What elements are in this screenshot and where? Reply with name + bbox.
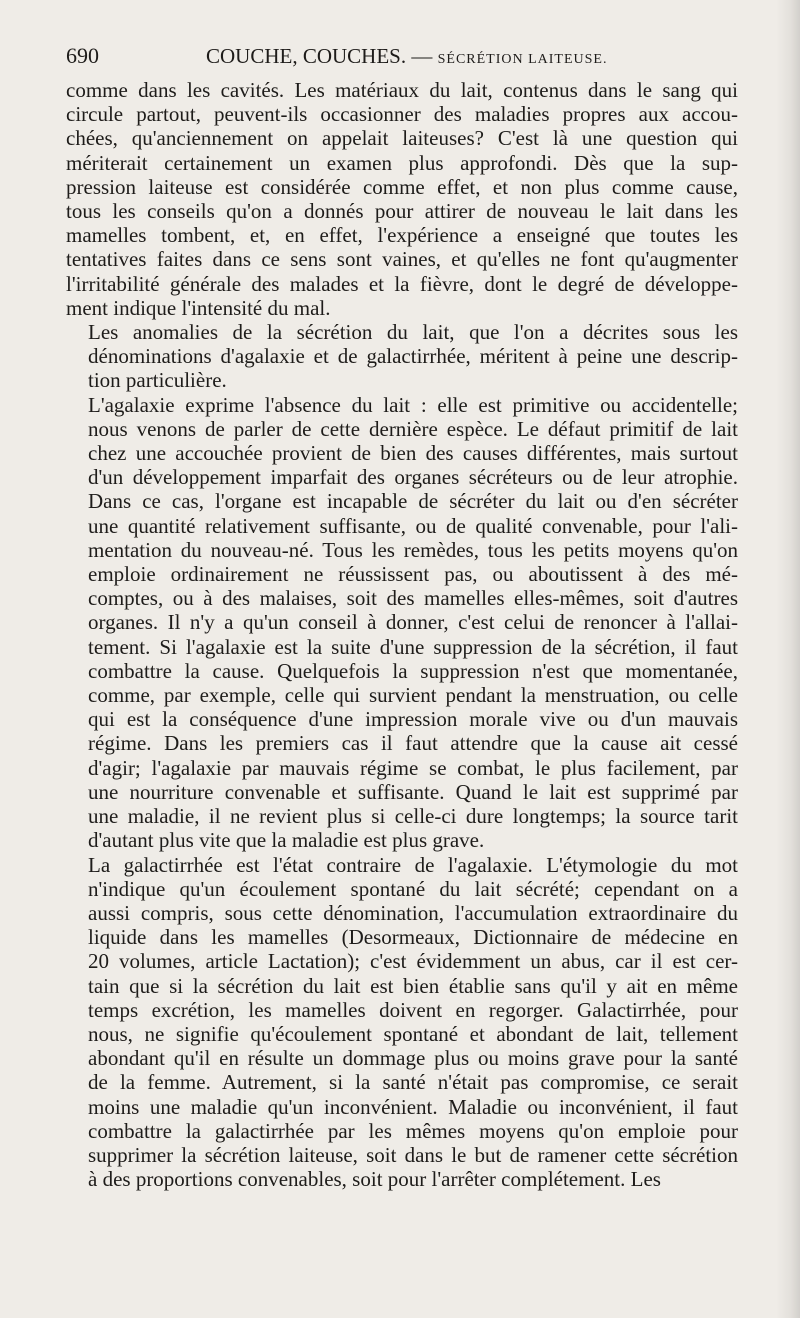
text-line: aussi compris, sous cette dénomination, l'accumulation extraordinaire du (88, 900, 738, 925)
text-line: Les anomalies de la sécrétion du lait, que l'on a décrites sous les (88, 320, 738, 345)
text-line: comme, par exemple, celle qui survient pendant la menstruation, ou celle (88, 683, 738, 708)
text-line: moins une maladie qu'un inconvénient. Maladie ou inconvénient, il faut (88, 1094, 738, 1119)
text-line: de la femme. Autrement, si la santé n'était pas compromise, ce serait (88, 1070, 738, 1095)
text-line: ment indique l'intensité du mal. (66, 295, 331, 320)
text-line: organes. Il n'y a qu'un conseil à donner, c'est celui de renoncer à l'allai- (88, 610, 738, 635)
text-line: combattre la galactirrhée par les mêmes moyens qu'on emploie pour (88, 1118, 738, 1143)
text-line: tous les conseils qu'on a donnés pour attirer de nouveau le lait dans les (66, 199, 738, 224)
page-number: 690 (66, 43, 99, 68)
text-line: comptes, ou à des malaises, soit des mamelles elles-mêmes, soit d'autres (88, 586, 738, 611)
text-line: régime. Dans les premiers cas il faut attendre que la cause ait cessé (88, 731, 738, 756)
text-line: chées, qu'anciennement on appelait laiteuses? C'est là une question qui (66, 126, 738, 151)
text-line: une quantité relativement suffisante, ou de qualité convenable, pour l'ali- (88, 513, 738, 538)
text-line: nous venons de parler de cette dernière espèce. Le défaut primitif de lait (88, 416, 738, 441)
text-line: 20 volumes, article Lactation); c'est évidemment un abus, car il est cer- (88, 949, 738, 974)
paragraph-3 (66, 393, 738, 853)
text-line: tement. Si l'agalaxie est la suite d'une suppression de la sécrétion, il faut (88, 634, 738, 659)
text-line: mamelles tombent, et, en effet, l'expérience a enseigné que toutes les (66, 223, 738, 248)
text-line: L'agalaxie exprime l'absence du lait : elle est primitive ou accidentelle; (88, 392, 738, 417)
text-line: d'un développement imparfait des organes sécréteurs ou de leur atrophie. (88, 465, 738, 490)
text-line: pression laiteuse est considérée comme effet, et non plus comme cause, (66, 174, 738, 199)
text-line: circule partout, peuvent-ils occasionner des maladies propres aux accou- (66, 102, 738, 127)
running-head (206, 42, 608, 74)
text-line: d'autant plus vite que la maladie est plus grave. (88, 828, 485, 853)
text-line: chez une accouchée provient de bien des causes différentes, mais surtout (88, 441, 738, 466)
paragraph-1 (66, 78, 738, 320)
page-spine-shadow (776, 0, 800, 1318)
text-line: La galactirrhée est l'état contraire de l'agalaxie. L'étymologie du mot (88, 852, 738, 877)
running-head-title: COUCHE, COUCHES. — (206, 44, 438, 68)
text-line: mériterait certainement un examen plus approfondi. Dès que la sup- (66, 150, 738, 175)
text-line: liquide dans les mamelles (Desormeaux, Dictionnaire de médecine en (88, 925, 738, 950)
text-line: tain que si la sécrétion du lait est bien établie sans qu'il y ait en même (88, 973, 738, 998)
running-head-subtitle: SÉCRÉTION LAITEUSE. (437, 52, 608, 67)
text-line: dénominations d'agalaxie et de galactirrhée, méritent à peine une descrip- (88, 344, 738, 369)
text-line: Dans ce cas, l'organe est incapable de sécréter du lait ou d'en sécréter (88, 489, 738, 514)
text-line: à des proportions convenables, soit pour l'arrêter complétement. Les (88, 1167, 661, 1192)
text-line: temps excrétion, les mamelles doivent en regorger. Galactirrhée, pour (88, 997, 738, 1022)
paragraph-2 (66, 320, 738, 393)
text-line: combattre la cause. Quelquefois la suppression n'est que momentanée, (88, 658, 738, 683)
text-line: une nourriture convenable et suffisante. Quand le lait est supprimé par (88, 779, 738, 804)
text-line: qui est la conséquence d'une impression morale vive ou d'un mauvais (88, 707, 738, 732)
text-line: supprimer la sécrétion laiteuse, soit dans le but de ramener cette sécrétion (88, 1142, 738, 1167)
text-line: l'irritabilité générale des malades et la fièvre, dont le degré de développe- (66, 271, 738, 296)
body-text (66, 78, 738, 1191)
text-line: une maladie, il ne revient plus si celle-ci dure longtemps; la source tarit (88, 804, 738, 829)
text-line: comme dans les cavités. Les matériaux du lait, contenus dans le sang qui (66, 78, 738, 102)
paragraph-4 (66, 853, 738, 1192)
text-line: tion particulière. (88, 368, 227, 393)
text-line: tentatives faites dans ce sens sont vaines, et qu'elles ne font qu'augmenter (66, 247, 738, 272)
page-header (66, 42, 738, 70)
text-line: emploie ordinairement ne réussissent pas, ou aboutissent à des mé- (88, 562, 738, 587)
text-line: mentation du nouveau-né. Tous les remèdes, tous les petits moyens qu'on (88, 537, 738, 562)
text-line: abondant qu'il en résulte un dommage plus ou moins grave pour la santé (88, 1046, 738, 1071)
text-line: nous, ne signifie qu'écoulement spontané et abondant de lait, tellement (88, 1021, 738, 1046)
text-line: d'agir; l'agalaxie par mauvais régime se combat, le plus facilement, par (88, 755, 738, 780)
text-line: n'indique qu'un écoulement spontané du lait sécrété; cependant on a (88, 876, 738, 901)
